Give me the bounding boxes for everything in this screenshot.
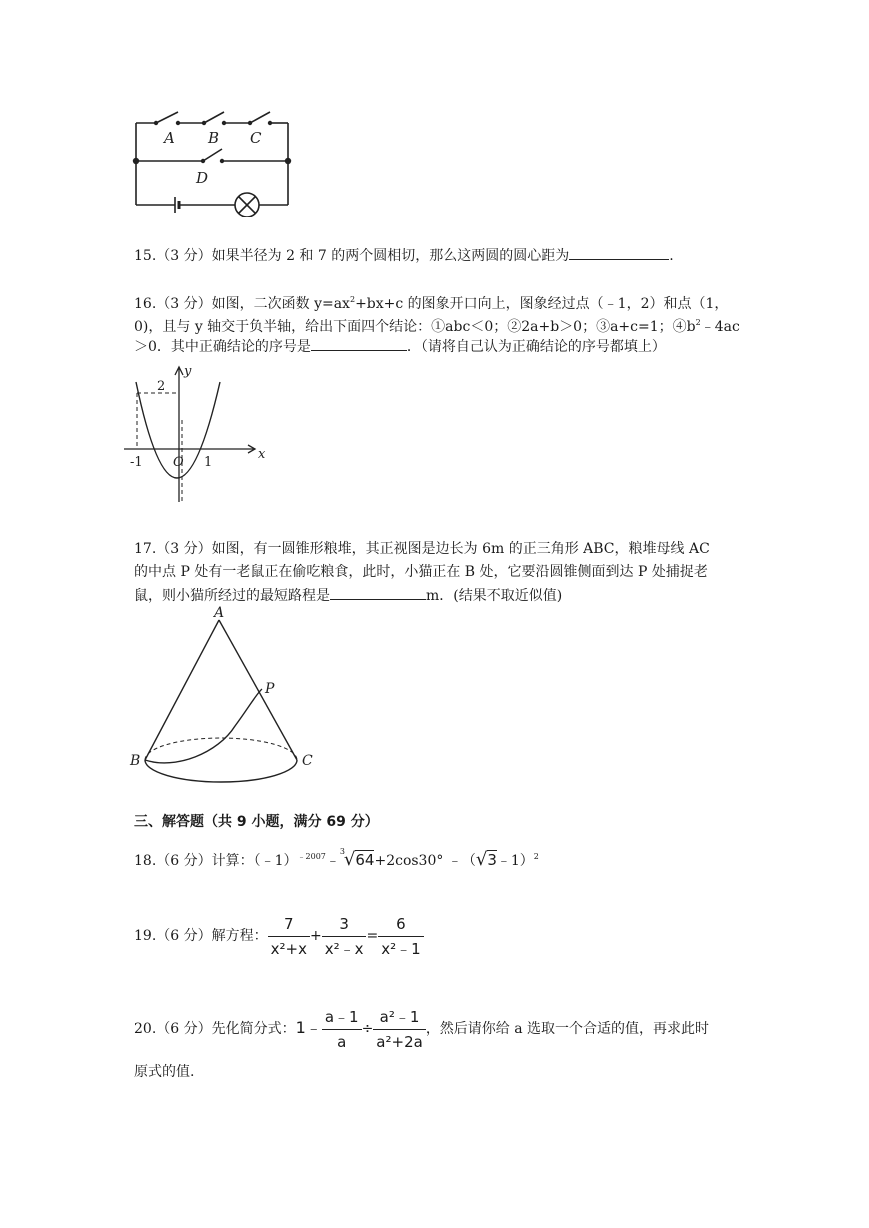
q17-text-3: 鼠，则小猫所经过的最短路程是: [134, 588, 330, 604]
q15-answer-blank[interactable]: [569, 245, 669, 260]
q17-answer-blank[interactable]: [330, 585, 426, 600]
q17-text-1: 17.（3 分）如图，有一圆锥形粮堆，其正视图是边长为 6m 的正三角形 ABC，粮堆母线 AC: [134, 541, 710, 557]
vertex-a-label: A: [214, 605, 225, 621]
circuit-diagram: [128, 105, 298, 217]
q19-f1-den: x²+x: [270, 939, 307, 958]
q20-text-suffix: ，然后请你给 a 选取一个合适的值，再求此时: [425, 1021, 710, 1037]
point-p-label: P: [265, 681, 275, 697]
x-axis-label: x: [258, 447, 266, 462]
q20-text-2: 原式的值.: [134, 1064, 195, 1080]
q19-equals: =: [366, 928, 379, 944]
origin-label: O: [173, 455, 184, 470]
q20-f1-num: a﹣1: [322, 1007, 362, 1030]
q19-f3-den: x²﹣1: [381, 939, 421, 958]
q18-minus-paren: ﹣（: [447, 853, 476, 869]
q20-one-minus: 1﹣: [295, 1018, 322, 1037]
q16-text-2: 0)，且与 y 轴交于负半轴，给出下面四个结论：①abc＜0；②2a+b＞0；③a+c=1；④b: [134, 319, 696, 335]
q18-minus: ﹣: [325, 853, 340, 869]
question-16-line-2: [134, 313, 740, 337]
q16-text-2b: ﹣4ac: [700, 319, 740, 335]
q20-fraction-1: [322, 1007, 362, 1052]
tick-1-label: 1: [204, 455, 213, 470]
cone-figure: [128, 605, 328, 783]
q19-text: 19.（6 分）解方程：: [134, 928, 268, 944]
q20-fraction-2: [373, 1007, 426, 1052]
q16-sup-1: 2: [349, 295, 356, 304]
question-17-line-3: [134, 585, 562, 606]
q18-text: 18.（6 分）计算：（﹣1）: [134, 853, 298, 869]
q19-f3-num: 6: [378, 914, 423, 937]
question-16-line-1: [134, 290, 728, 314]
q18-minus-one: ﹣1）: [496, 853, 534, 869]
q20-divide: ÷: [361, 1021, 374, 1037]
question-15: [134, 245, 674, 266]
q18-exponent-1: ﹣2007: [297, 852, 326, 861]
q19-fraction-2: [322, 914, 367, 959]
switch-b-label: B: [208, 129, 220, 147]
cube-root: 3 √64: [340, 845, 375, 876]
q20-f2-den: a²+2a: [376, 1032, 423, 1051]
question-18: 18.（6 分）计算：（﹣1）$^{﹣2007}$﹣ 3 √64+2cos30° ﹣（√3﹣1）$^2$: [134, 842, 539, 876]
question-20: [134, 1000, 709, 1056]
question-17-line-2: [134, 562, 708, 582]
switch-d-label: D: [196, 169, 209, 187]
q19-f2-num: 3: [322, 914, 367, 937]
q19-f1-num: 7: [268, 914, 310, 937]
question-16-line-3: [134, 336, 666, 357]
tick-neg1-label: -1: [130, 455, 143, 470]
radicand-64: 64: [355, 851, 375, 869]
point-b-label: B: [130, 753, 141, 769]
q16-text-3: ＞0．其中正确结论的序号是: [134, 339, 311, 355]
q16-answer-blank[interactable]: [311, 336, 407, 351]
q19-fraction-1: [268, 914, 310, 959]
q19-fraction-3: [378, 914, 423, 959]
q17-text-2: 的中点 P 处有一老鼠正在偷吃粮食，此时，小猫正在 B 处，它要沿圆锥侧面到达 P 处捕捉老: [134, 564, 708, 580]
q16-text-1: 16.（3 分）如图，二次函数 y=ax: [134, 296, 350, 312]
y-axis-label: y: [184, 364, 192, 379]
q15-suffix: .: [669, 248, 674, 264]
q18-exponent-2: 2: [533, 852, 539, 861]
q19-plus: +: [309, 928, 322, 944]
question-20-line-2: [134, 1062, 194, 1082]
q15-text: 15.（3 分）如果半径为 2 和 7 的两个圆相切，那么这两圆的圆心距为: [134, 248, 570, 264]
root-index: 3: [339, 847, 345, 856]
q19-f2-den: x²﹣x: [324, 939, 364, 958]
q16-text-3b: ．（请将自己认为正确结论的序号都填上）: [406, 339, 666, 355]
parabola-figure: [124, 360, 272, 508]
point-c-label: C: [302, 753, 313, 769]
switch-a-label: A: [164, 129, 175, 147]
question-19: [134, 908, 424, 964]
sqrt-3: 3: [487, 851, 497, 869]
tick-2-label: 2: [157, 379, 166, 394]
q17-text-3b: m．(结果不取近似值): [426, 588, 563, 604]
section-3-title: 三、解答题（共 9 小题，满分 69 分）: [134, 814, 379, 830]
q16-sup-2: 2: [695, 318, 701, 327]
q20-f1-den: a: [337, 1032, 347, 1051]
question-17-line-1: [134, 539, 710, 559]
q16-text-1b: +bx+c 的图象开口向上，图象经过点（﹣1，2）和点（1，: [355, 296, 729, 312]
switch-c-label: C: [250, 129, 262, 147]
q20-f2-num: a²﹣1: [373, 1007, 426, 1030]
q18-cos-term: +2cos30°: [374, 853, 444, 869]
q20-text: 20.（6 分）先化简分式：: [134, 1021, 296, 1037]
